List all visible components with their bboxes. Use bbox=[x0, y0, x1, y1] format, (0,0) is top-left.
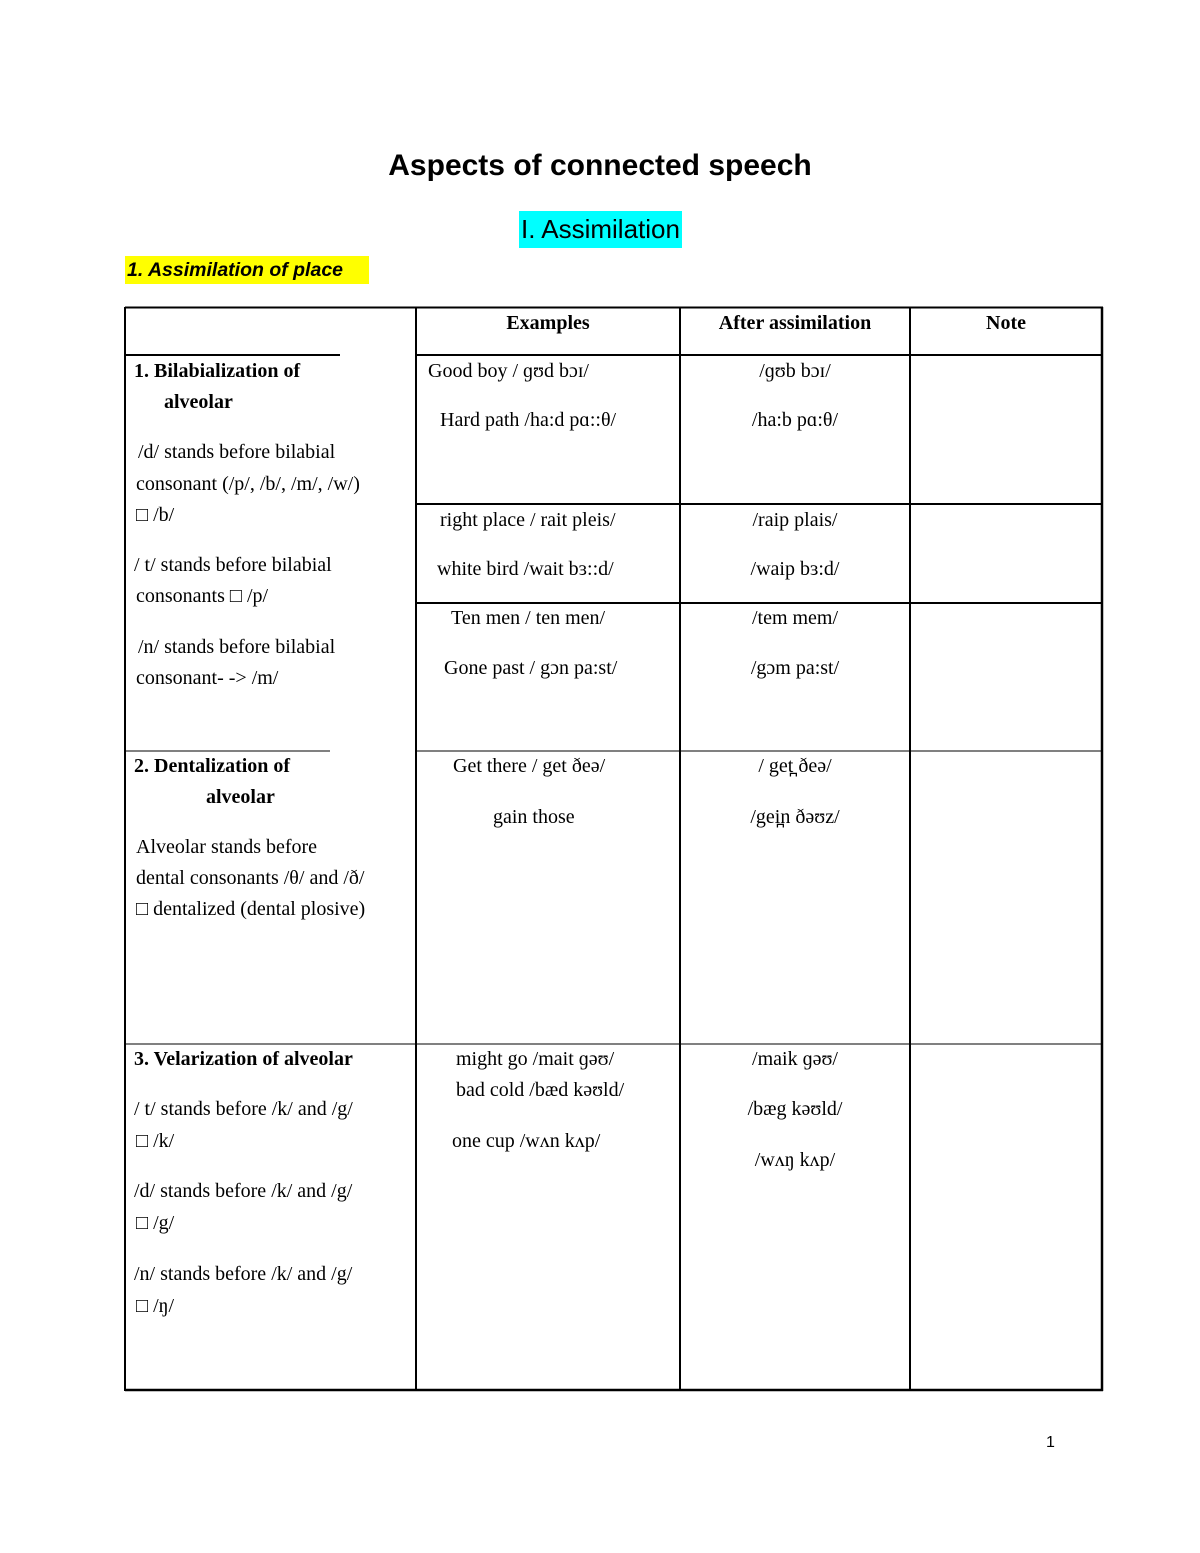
section-heading: I. Assimilation bbox=[519, 211, 682, 248]
example-text: Ten men / ten men/ bbox=[451, 607, 606, 629]
rule-text: □ /b/ bbox=[136, 504, 175, 526]
after-text: /waip bɜ:d/ bbox=[750, 558, 840, 580]
example-text: right place / rait pleis/ bbox=[440, 509, 616, 531]
example-text: might go /mait ɡəʊ/ bbox=[456, 1048, 615, 1070]
after-text: /gɔm pa:st/ bbox=[750, 657, 840, 679]
rule-text: /n/ stands before bilabial bbox=[138, 636, 336, 658]
header-examples: Examples bbox=[506, 312, 590, 334]
after-text: /ɡʊb bɔɪ/ bbox=[759, 360, 831, 382]
rule-text: / t/ stands before bilabial bbox=[134, 554, 332, 576]
example-text: white bird /wait bɜ::d/ bbox=[437, 558, 614, 580]
category-title: 1. Bilabialization of bbox=[134, 360, 301, 382]
rule-text: □ dentalized (dental plosive) bbox=[136, 898, 366, 920]
header-after-assimilation: After assimilation bbox=[718, 312, 872, 334]
rule-text: /n/ stands before /k/ and /g/ bbox=[134, 1263, 353, 1285]
after-text: /wʌŋ kʌp/ bbox=[754, 1149, 836, 1171]
example-text: Good boy / ɡʊd bɔɪ/ bbox=[428, 360, 589, 382]
rule-text: □ /ŋ/ bbox=[136, 1295, 175, 1317]
after-text: /gei̪n ðəʊz/ bbox=[750, 806, 840, 828]
rule-text: Alveolar stands before bbox=[136, 836, 318, 858]
rule-text: consonants □ /p/ bbox=[136, 585, 269, 607]
example-text: bad cold /bæd kəʊld/ bbox=[456, 1079, 625, 1101]
rule-text: □ /k/ bbox=[136, 1130, 175, 1152]
example-text: Hard path /ha:d pɑ::θ/ bbox=[440, 409, 617, 431]
rule-text: / t/ stands before /k/ and /g/ bbox=[134, 1098, 353, 1120]
category-title: 3. Velarization of alveolar bbox=[134, 1048, 353, 1070]
header-note: Note bbox=[986, 312, 1026, 334]
category-title: 2. Dentalization of bbox=[134, 755, 291, 777]
category-title-cont: alveolar bbox=[206, 786, 275, 808]
example-text: Get there / get ðeə/ bbox=[453, 755, 606, 777]
after-text: /bæg kəʊld/ bbox=[747, 1098, 843, 1120]
after-text: /raip plais/ bbox=[752, 509, 838, 531]
rule-text: consonant (/p/, /b/, /m/, /w/) bbox=[136, 473, 360, 495]
after-text: /tem mem/ bbox=[751, 607, 839, 629]
rule-text: consonant- -> /m/ bbox=[136, 667, 279, 689]
example-text: one cup /wʌn kʌp/ bbox=[452, 1130, 601, 1152]
example-text: gain those bbox=[493, 806, 575, 828]
after-text: /ha:b pɑ:θ/ bbox=[751, 409, 839, 431]
after-text: / get̪ ðeə/ bbox=[758, 755, 832, 777]
rule-text: /d/ stands before bilabial bbox=[138, 441, 336, 463]
rule-text: /d/ stands before /k/ and /g/ bbox=[134, 1180, 353, 1202]
page-number: 1 bbox=[1046, 1434, 1055, 1451]
page-title: Aspects of connected speech bbox=[388, 149, 812, 182]
after-text: /maik ɡəʊ/ bbox=[752, 1048, 838, 1070]
rule-text: □ /g/ bbox=[136, 1212, 175, 1234]
category-title-cont: alveolar bbox=[164, 391, 233, 413]
subsection-heading: 1. Assimilation of place bbox=[125, 256, 369, 284]
rule-text: dental consonants /θ/ and /ð/ bbox=[136, 867, 365, 889]
example-text: Gone past / gɔn pa:st/ bbox=[444, 657, 618, 679]
